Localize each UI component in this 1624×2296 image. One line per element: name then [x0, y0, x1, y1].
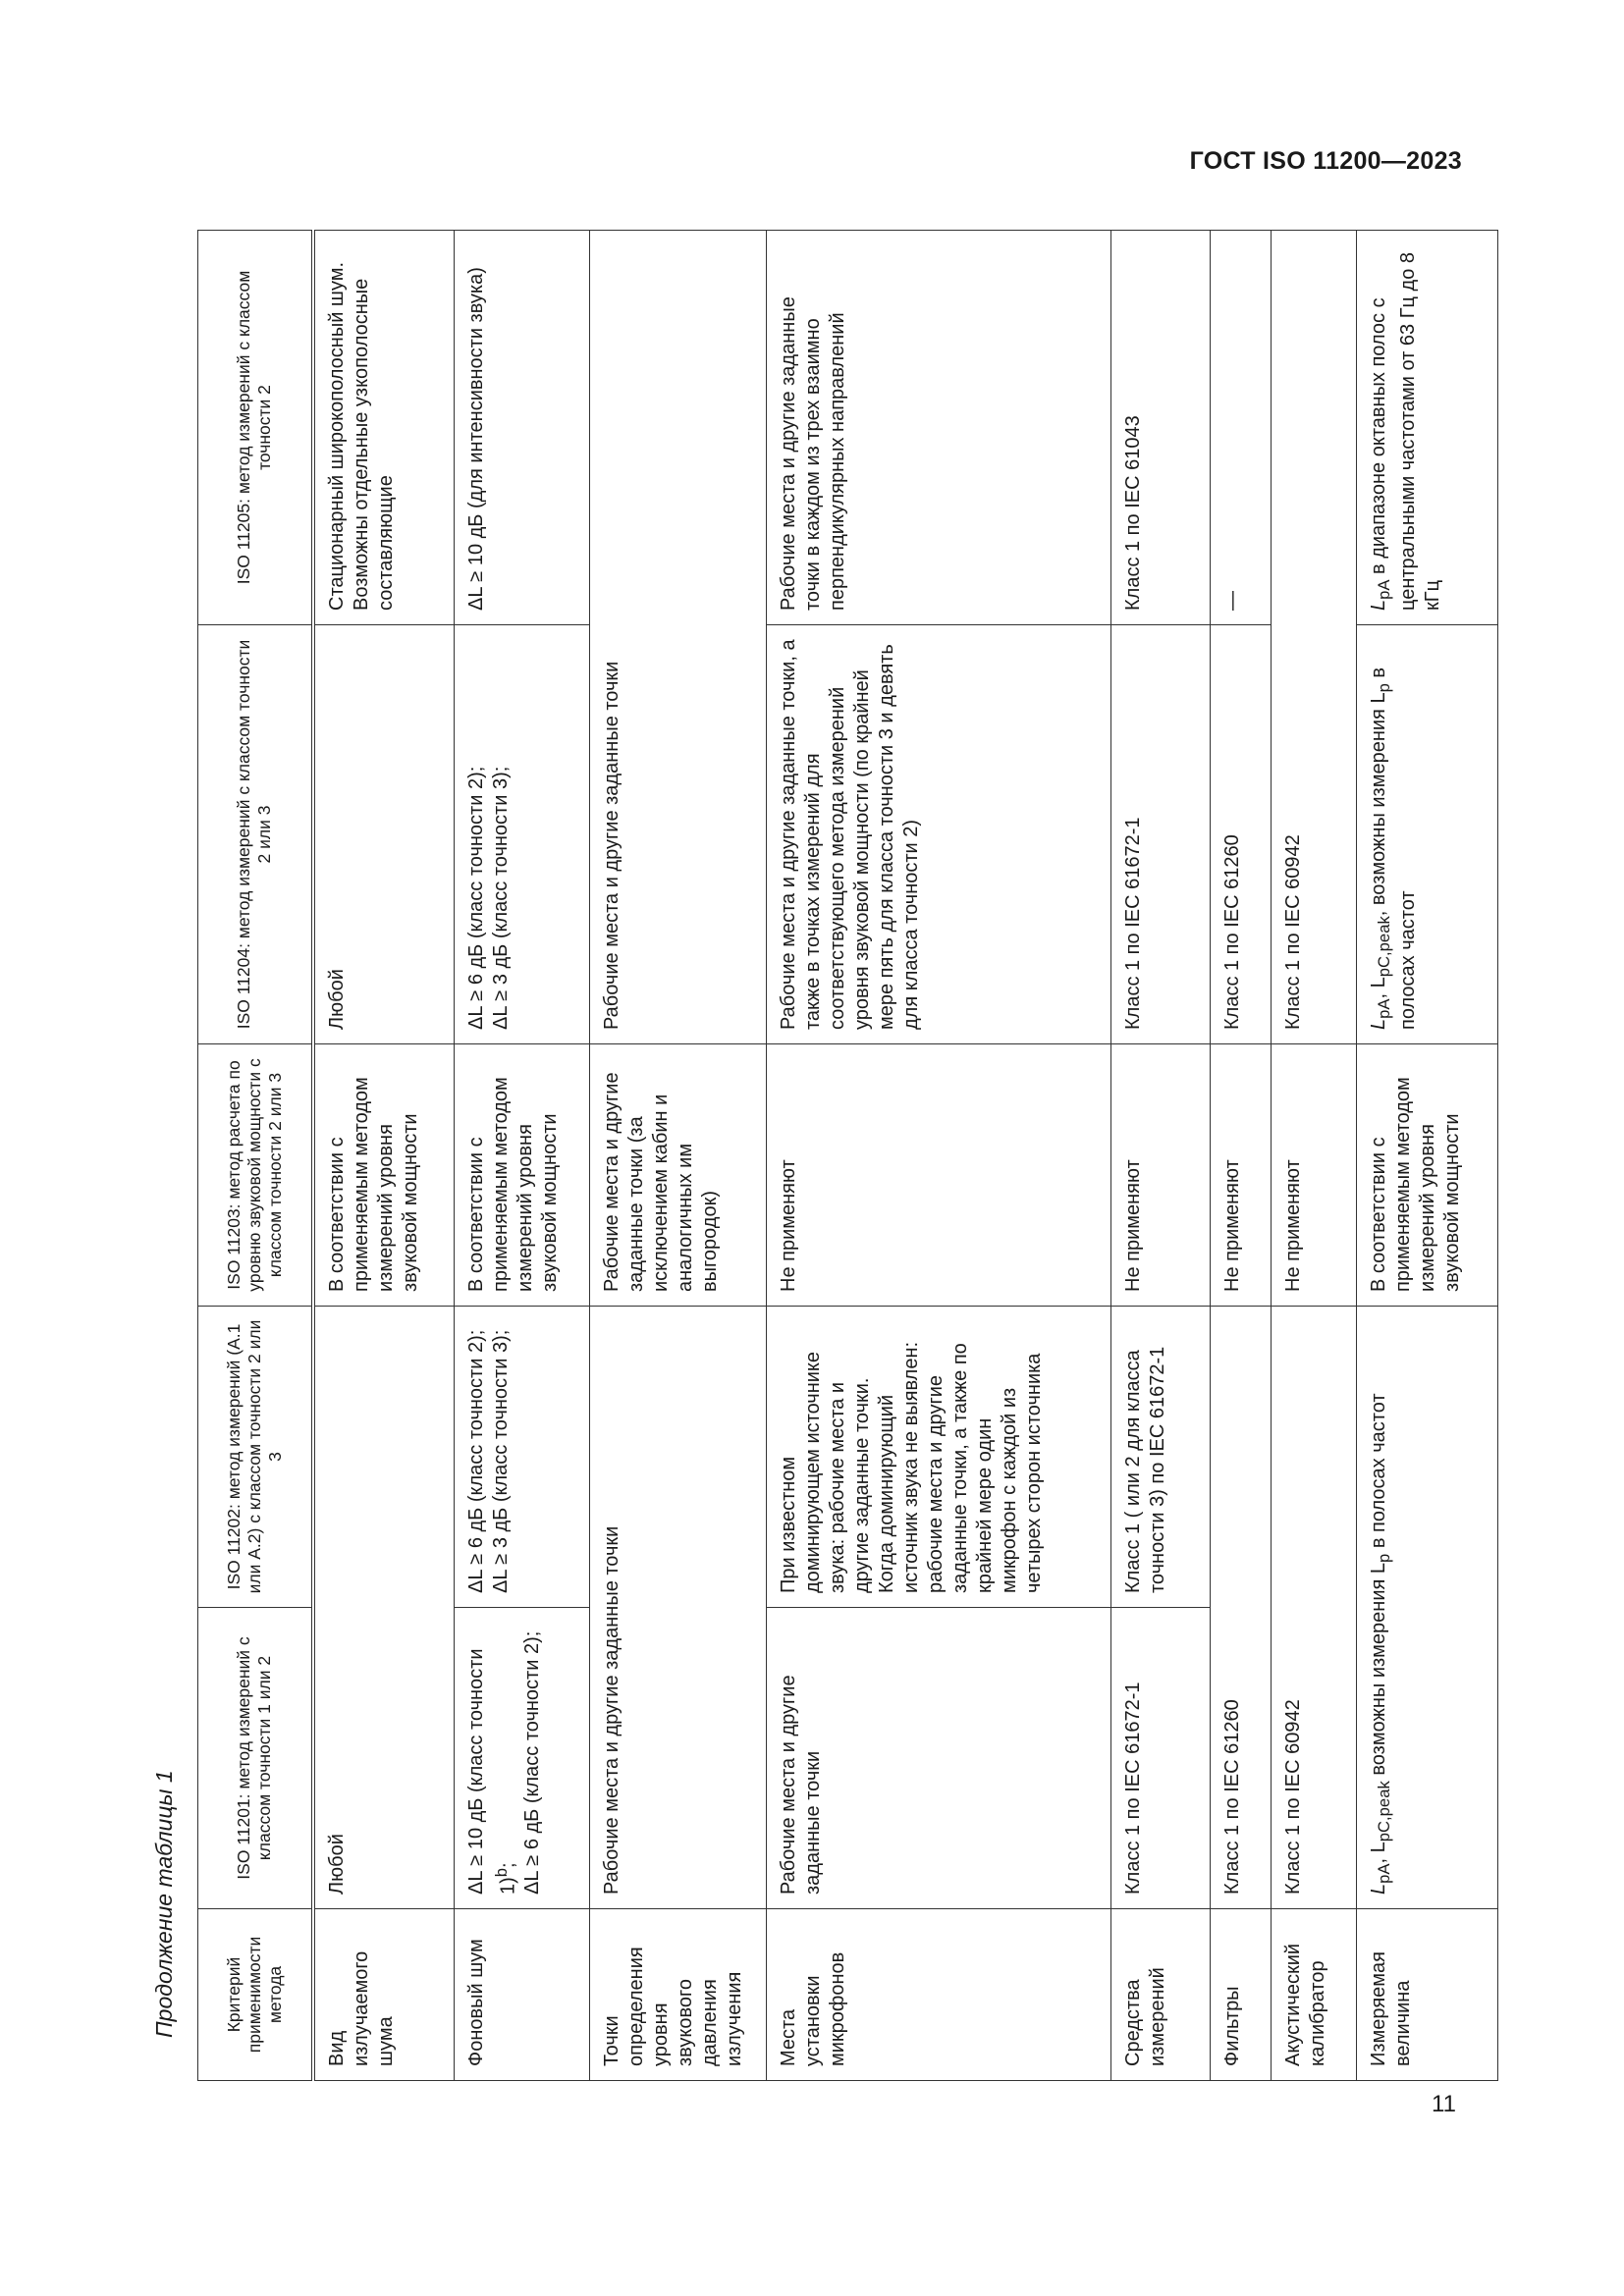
- table-header-row: [198, 231, 313, 2081]
- cell-mic-11203: Не применяют: [766, 1044, 1110, 1307]
- cell-points-11201-11202: Рабочие места и другие заданные точки: [590, 1307, 767, 1909]
- cell-instruments-11202: Класс 1 ( или 2 для класса точности 3) по IEC 61672-1: [1111, 1307, 1211, 1608]
- table-row: [1111, 231, 1211, 2081]
- cell-background-11204: ΔL ≥ 6 дБ (класс точности 2); ΔL ≥ 3 дБ (класс точности 3);: [454, 625, 589, 1044]
- table-row: [1357, 231, 1498, 2081]
- table-row: [766, 231, 1110, 2081]
- row-label: Акустический калибратор: [1271, 1909, 1356, 2081]
- cell-background-11203: В соответствии с применяемым методом измерений уровня звуковой мощности: [454, 1044, 589, 1307]
- cell-noise-type-11205: Стационарный широкополосный шум. Возможны отдельные узкополосные составляющие: [313, 231, 455, 625]
- cell-instruments-11205: Класс 1 по IEC 61043: [1111, 231, 1211, 625]
- header-iso-11204: ISO 11204: метод измерений с классом точности 2 или 3: [198, 625, 313, 1044]
- row-label: Измеряемая величина: [1357, 1909, 1498, 2081]
- row-label: Вид излучаемого шума: [313, 1909, 455, 2081]
- cell-measured-11204: $L_{pA}$, $L_{pC,peak}$, возможны измерения $L_p$ в полосах частот: [1357, 625, 1498, 1044]
- table-row: [1271, 231, 1356, 2081]
- row-label: Точки определения уровня звукового давления излучения: [590, 1909, 767, 2081]
- cell-filters-11201-11202: Класс 1 по IEC 61260: [1211, 1307, 1272, 1909]
- cell-calibrator-11201-11202: Класс 1 по IEC 60942: [1271, 1307, 1356, 1909]
- cell-background-11205: ΔL ≥ 10 дБ (для интенсивности звука): [454, 231, 589, 625]
- cell-instruments-11201: Класс 1 по IEC 61672-1: [1111, 1608, 1211, 1909]
- cell-filters-11203: Не применяют: [1211, 1044, 1272, 1307]
- table-row: [313, 231, 455, 2081]
- rotated-table-container: [197, 231, 1498, 2081]
- table-row: [590, 231, 767, 2081]
- header-iso-11205: ISO 11205: метод измерений с классом точности 2: [198, 231, 313, 625]
- page-number: 11: [1432, 2091, 1456, 2117]
- header-criterion: Критерий применимости метода: [198, 1909, 313, 2081]
- cell-mic-11204: Рабочие места и другие заданные точки, а также в точках измерений для соответствующего метода измерений уровня звуковой мощности (по крайней мере пять для класса точности 3 и девять для класса точности 2): [766, 625, 1110, 1044]
- table-row: [454, 231, 589, 2081]
- row-label: Средства измерений: [1111, 1909, 1211, 2081]
- cell-measured-11203: В соответствии с применяемым методом измерений уровня звуковой мощности: [1357, 1044, 1498, 1307]
- header-iso-11201: ISO 11201: метод измерений с классом точности 1 или 2: [198, 1608, 313, 1909]
- cell-background-11202: ΔL ≥ 6 дБ (класс точности 2); ΔL ≥ 3 дБ (класс точности 3);: [454, 1307, 589, 1608]
- cell-points-11204-11205: Рабочие места и другие заданные точки: [590, 231, 767, 1044]
- cell-calibrator-11204-11205: Класс 1 по IEC 60942: [1271, 231, 1356, 1044]
- table-row: [1211, 231, 1272, 2081]
- cell-mic-11202: При известном доминирующем источнике звука: рабочие места и другие заданные точки. Когда доминирующий источник звука не выявлен: рабочие места и другие заданные точки, а также по крайней мере один микрофон с каждой из четырех сторон источника: [766, 1307, 1110, 1608]
- table-caption: Продолжение таблицы 1: [151, 1770, 177, 2038]
- document-header: ГОСТ ISO 11200—2023: [1189, 147, 1462, 175]
- cell-measured-11205: $L_{pA}$ в диапазоне октавных полос с центральными частотами от 63 Гц до 8 кГц: [1357, 231, 1498, 625]
- cell-mic-11201: Рабочие места и другие заданные точки: [766, 1608, 1110, 1909]
- cell-instruments-11203: Не применяют: [1111, 1044, 1211, 1307]
- header-iso-11202: ISO 11202: метод измерений (А.1 или А.2) с классом точности 2 или 3: [198, 1307, 313, 1608]
- cell-noise-type-11203: В соответствии с применяемым методом измерений уровня звуковой мощности: [313, 1044, 455, 1307]
- background-11201-line-1: ΔL ≥ 10 дБ (класс точности 1)$^b$;: [464, 1648, 519, 1895]
- row-label: Места установки микрофонов: [766, 1909, 1110, 2081]
- cell-noise-type-11201-11202: Любой: [313, 1307, 455, 1909]
- header-iso-11203: ISO 11203: метод расчета по уровню звуковой мощности с классом точности 2 или 3: [198, 1044, 313, 1307]
- row-label: Фильтры: [1211, 1909, 1272, 2081]
- cell-mic-11205: Рабочие места и другие заданные точки в каждом из трех взаимно перпендикулярных направлений: [766, 231, 1110, 625]
- cell-points-11203: Рабочие места и другие заданные точки (за исключением кабин и аналогичных им выгородок): [590, 1044, 767, 1307]
- cell-filters-11205: —: [1211, 231, 1272, 625]
- row-label: Фоновый шум: [454, 1909, 589, 2081]
- background-11201-line-2: ΔL ≥ 6 дБ (класс точности 2);: [521, 1630, 544, 1895]
- methods-table: [197, 230, 1498, 2081]
- cell-noise-type-11204: Любой: [313, 625, 455, 1044]
- cell-calibrator-11203: Не применяют: [1271, 1044, 1356, 1307]
- cell-measured-11201-11202: $L_{pA}$, $L_{pC,peak}$ возможны измерения $L_p$ в полосах частот: [1357, 1307, 1498, 1909]
- cell-instruments-11204: Класс 1 по IEC 61672-1: [1111, 625, 1211, 1044]
- cell-filters-11204: Класс 1 по IEC 61260: [1211, 625, 1272, 1044]
- cell-background-11201: [454, 1608, 589, 1909]
